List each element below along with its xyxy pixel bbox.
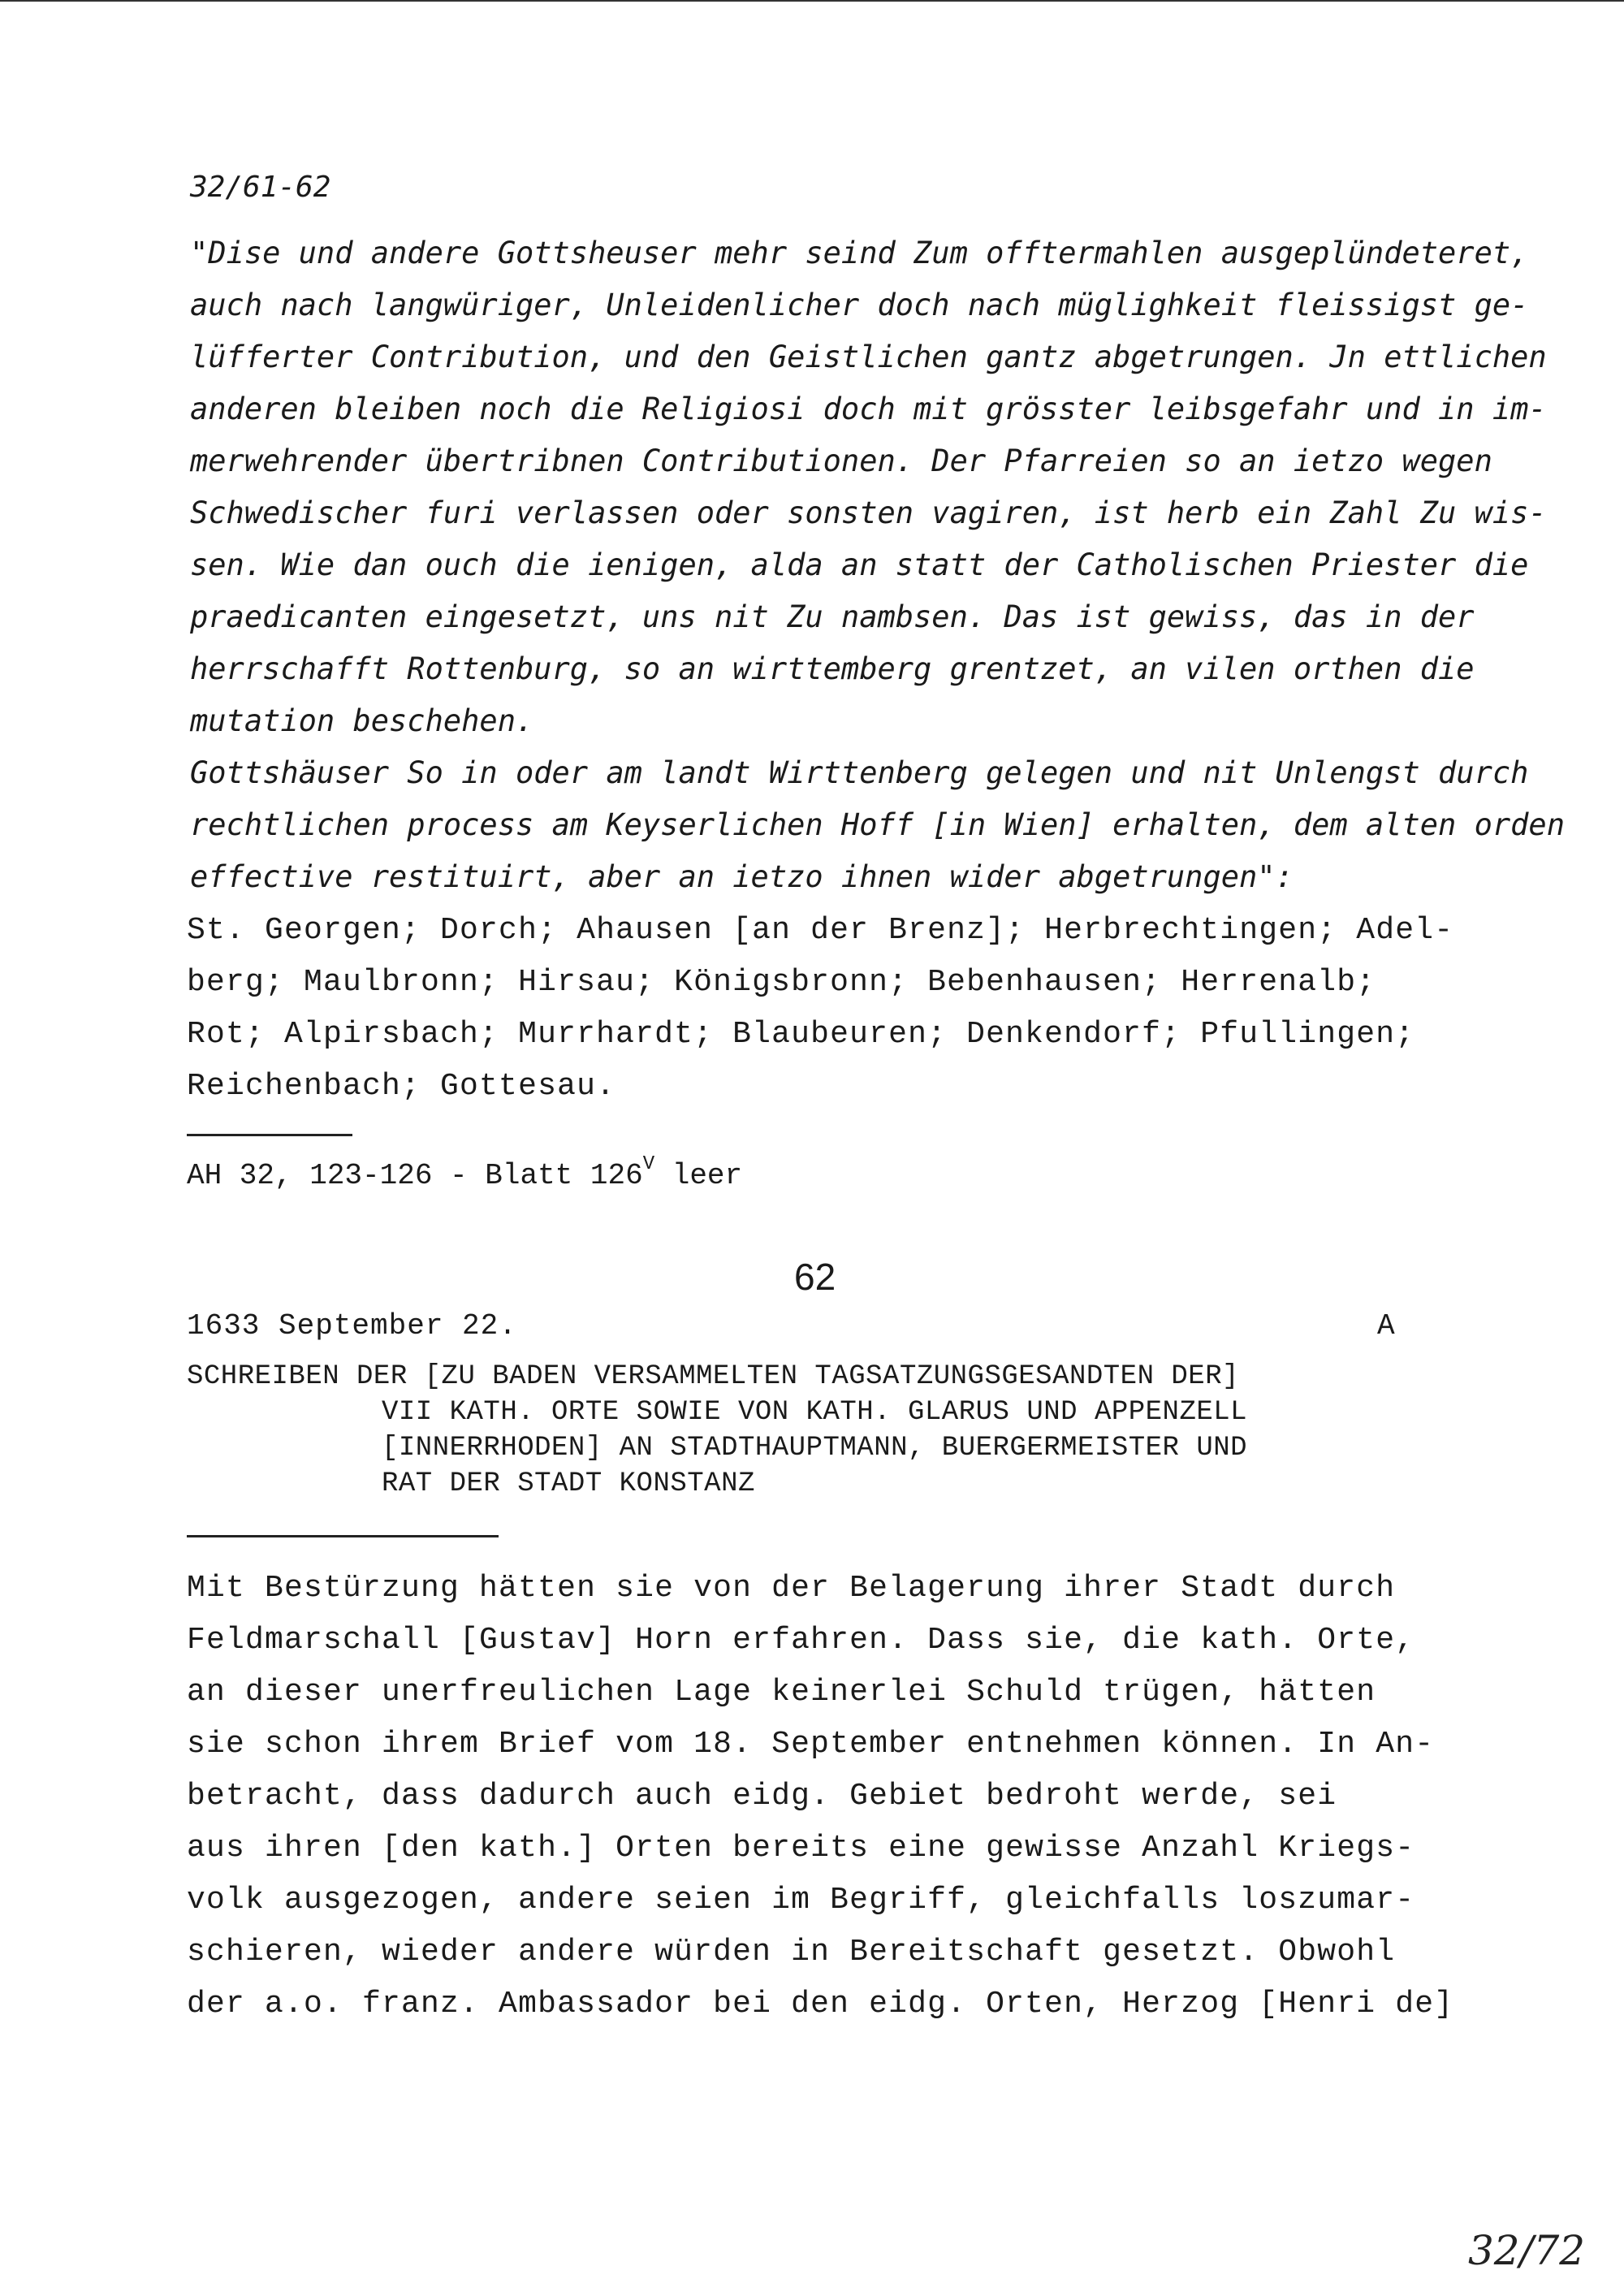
quote-line: mutation beschehen. [190, 703, 534, 738]
body-line: betracht, dass dadurch auch eidg. Gebiet bedroht werde, sei [187, 1779, 1337, 1814]
monastery-line: Reichenbach; Gottesau. [187, 1069, 616, 1104]
quote-line: herrschafft Rottenburg, so an wirttemberg grentzet, an vilen orthen die [190, 651, 1475, 686]
monastery-line: berg; Maulbronn; Hirsau; Königsbronn; Bebenhausen; Herrenalb; [187, 965, 1376, 1000]
body-line: sie schon ihrem Brief vom 18. September entnehmen können. In An- [187, 1727, 1435, 1762]
reference-number: 32/61-62 [190, 171, 331, 204]
monastery-line: St. Georgen; Dorch; Ahausen [an der Brenz]; Herbrechtingen; Adel- [187, 913, 1454, 948]
document-letter: A [1377, 1309, 1395, 1343]
title-line: RAT DER STADT KONSTANZ [382, 1468, 755, 1499]
quote-line: anderen bleiben noch die Religiosi doch mit grösster leibsgefahr und in im- [190, 391, 1547, 426]
body-line: aus ihren [den kath.] Orten bereits eine gewisse Anzahl Kriegs- [187, 1831, 1415, 1866]
source-footnote [187, 1153, 742, 1192]
title-line: VII KATH. ORTE SOWIE VON KATH. GLARUS UND APPENZELL [382, 1397, 1248, 1428]
body-line: schieren, wieder andere würden in Bereitschaft gesetzt. Obwohl [187, 1935, 1396, 1970]
body-line: Mit Bestürzung hätten sie von der Belagerung ihrer Stadt durch [187, 1571, 1396, 1606]
quote-line: Schwedischer furi verlassen oder sonsten vagiren, ist herb ein Zahl Zu wis- [190, 495, 1547, 530]
body-line: der a.o. franz. Ambassador bei den eidg. Orten, Herzog [Henri de] [187, 1987, 1454, 2022]
title-line: [INNERRHODEN] AN STADTHAUPTMANN, BUERGERMEISTER UND [382, 1433, 1248, 1464]
footnote-tail: leer [654, 1159, 743, 1192]
footnote-text: AH 32, 123-126 - Blatt 126 [187, 1159, 643, 1192]
quote-line: rechtlichen process am Keyserlichen Hoff [in Wien] erhalten, dem alten orden [190, 807, 1565, 842]
footnote-sup: V [642, 1153, 655, 1175]
quote-line: sen. Wie dan ouch die ienigen, alda an statt der Catholischen Priester die [190, 547, 1529, 582]
quote-line: "Dise und andere Gottsheuser mehr seind Zum offtermahlen ausgeplündeteret, [190, 236, 1529, 270]
body-line: Feldmarschall [Gustav] Horn erfahren. Dass sie, die kath. Orte, [187, 1623, 1415, 1658]
body-line: volk ausgezogen, andere seien im Begriff, gleichfalls loszumar- [187, 1883, 1415, 1918]
quote-line: Gottshäuser So in oder am landt Wirttenberg gelegen und nit Unlengst durch [190, 755, 1529, 790]
footnote-rule [187, 1134, 352, 1136]
top-border [0, 0, 1624, 2]
quote-line: auch nach langwüriger, Unleidenlicher doch nach müglighkeit fleissigst ge- [190, 288, 1529, 322]
title-rule [187, 1535, 499, 1537]
body-line: an dieser unerfreulichen Lage keinerlei Schuld trügen, hätten [187, 1675, 1376, 1710]
document-number: 62 [794, 1256, 836, 1298]
quote-line: lüfferter Contribution, und den Geistlichen gantz abgetrungen. Jn ettlichen [190, 339, 1547, 374]
monastery-line: Rot; Alpirsbach; Murrhardt; Blaubeuren; Denkendorf; Pfullingen; [187, 1017, 1415, 1052]
quote-line: praedicanten eingesetzt, uns nit Zu nambsen. Das ist gewiss, das in der [190, 599, 1475, 634]
document-date: 1633 September 22. [187, 1309, 517, 1343]
quote-line: effective restituirt, aber an ietzo ihnen wider abgetrungen": [190, 859, 1294, 894]
title-line: SCHREIBEN DER [ZU BADEN VERSAMMELTEN TAGSATZUNGSGESANDTEN DER] [187, 1361, 1240, 1392]
quote-line: merwehrender übertribnen Contributionen. Der Pfarreien so an ietzo wegen [190, 443, 1492, 478]
page-number: 32/72 [1468, 2227, 1586, 2274]
